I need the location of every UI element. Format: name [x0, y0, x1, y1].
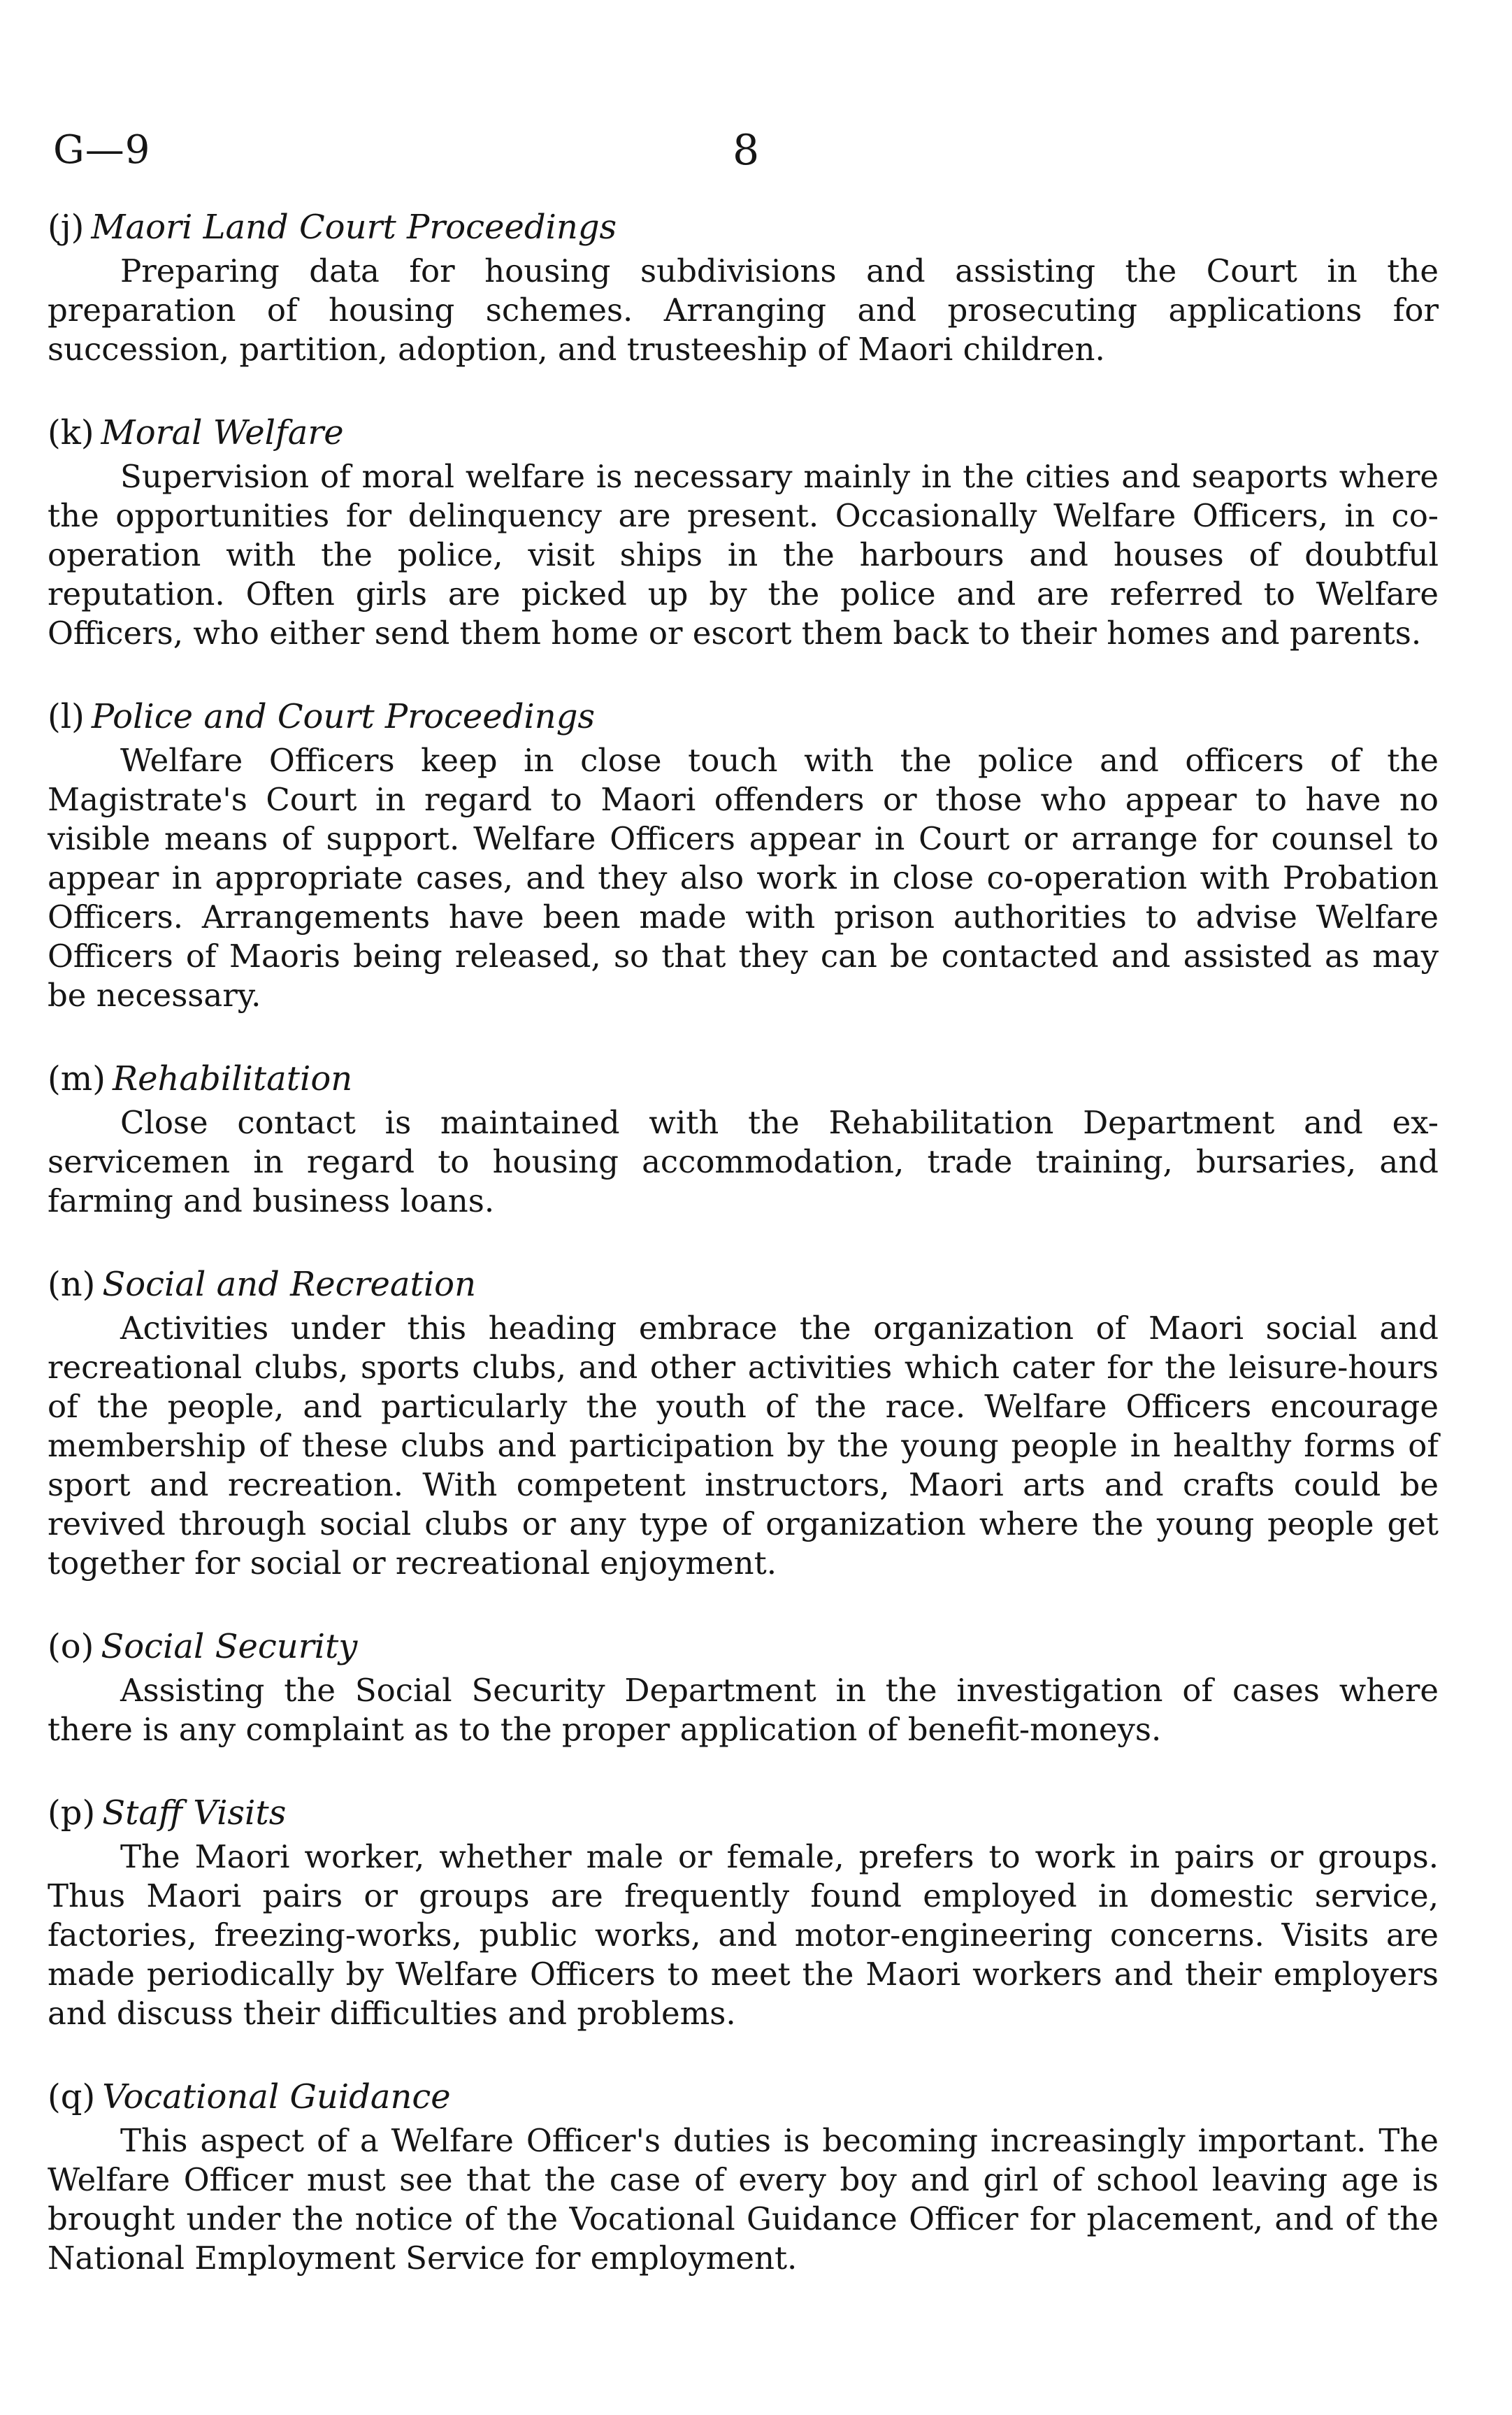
section-letter: (l)	[48, 697, 85, 736]
section-paragraph: This aspect of a Welfare Officer's duties is becoming increasingly important. The Welfare Officer must see that the case of every boy and girl of school leaving age is brought under the notice of the Vocational Guidance Officer for placement, and of the National Employment Service for employment.	[48, 2122, 1439, 2277]
section-heading	[48, 413, 1439, 453]
section-heading	[48, 2077, 1439, 2117]
document-code: G—9	[53, 127, 151, 173]
section-paragraph: Activities under this heading embrace the organization of Maori social and recreational clubs, sports clubs, and other activities which cater for the leisure-hours of the people, and particularly the youth of the race. Welfare Officers encourage membership of these clubs and participation by the young people in healthy forms of sport and recreation. With competent instructors, Maori arts and crafts could be revived through social clubs or any type of organization where the young people get together for social or recreational enjoyment.	[48, 1310, 1439, 1582]
section-title: Social Security	[101, 1627, 358, 1666]
section-title: Staff Visits	[102, 1793, 287, 1833]
section-maori-land-court	[48, 207, 1439, 369]
section-letter: (q)	[48, 2077, 96, 2116]
section-title: Rehabilitation	[112, 1059, 353, 1098]
section-paragraph: Preparing data for housing subdivisions and assisting the Court in the preparation of housing schemes. Arranging and prosecuting applications for succession, partition, adoption, and trusteeship of Maori children.	[48, 252, 1439, 368]
section-paragraph: Assisting the Social Security Department in the investigation of cases where there is any complaint as to the proper application of benefit-moneys.	[48, 1672, 1439, 1748]
section-letter: (p)	[48, 1793, 96, 1833]
section-letter: (k)	[48, 413, 94, 452]
section-police-court	[48, 696, 1439, 1015]
section-social-security	[48, 1626, 1439, 1749]
section-rehabilitation	[48, 1059, 1439, 1221]
section-letter: (m)	[48, 1059, 106, 1098]
page-number: 8	[733, 126, 760, 175]
document-page	[48, 126, 1439, 2321]
section-paragraph: Welfare Officers keep in close touch with the police and officers of the Magistrate's Court in regard to Maori offenders or those who appear to have no visible means of support. Welfare Officers appear in Court or arrange for counsel to appear in appropriate cases, and they also work in close co-operation with Probation Officers. Arrangements have been made with prison authorities to advise Welfare Officers of Maoris being released, so that they can be contacted and assisted as may be necessary.	[48, 742, 1439, 1014]
section-vocational-guidance	[48, 2077, 1439, 2278]
section-letter: (o)	[48, 1627, 94, 1666]
section-letter: (j)	[48, 208, 85, 247]
section-letter: (n)	[48, 1265, 96, 1304]
section-heading	[48, 1793, 1439, 1833]
section-heading	[48, 696, 1439, 737]
section-paragraph: The Maori worker, whether male or female, prefers to work in pairs or groups. Thus Maori pairs or groups are frequently found employed in domestic service, factories, freezing-works, public works, and motor-engineering concerns. Visits are made periodically by Welfare Officers to meet the Maori workers and their employers and discuss their difficulties and problems.	[48, 1838, 1439, 2032]
section-staff-visits	[48, 1793, 1439, 2033]
section-paragraph: Supervision of moral welfare is necessary mainly in the cities and seaports where the opportunities for delinquency are present. Occasionally Welfare Officers, in co-operation with the police, visit ships in the harbours and houses of doubtful reputation. Often girls are picked up by the police and are referred to Welfare Officers, who either send them home or escort them back to their homes and parents.	[48, 458, 1439, 652]
section-title: Police and Court Proceedings	[91, 697, 596, 736]
section-heading	[48, 207, 1439, 248]
section-paragraph: Close contact is maintained with the Rehabilitation Department and ex-servicemen in regard to housing accommodation, trade training, bursaries, and farming and business loans.	[48, 1104, 1439, 1219]
section-title: Moral Welfare	[101, 413, 344, 452]
page-header	[48, 126, 1439, 182]
section-moral-welfare	[48, 413, 1439, 653]
section-heading	[48, 1264, 1439, 1305]
section-title: Social and Recreation	[102, 1265, 476, 1304]
section-title: Vocational Guidance	[102, 2077, 451, 2116]
section-social-recreation	[48, 1264, 1439, 1583]
section-heading	[48, 1626, 1439, 1667]
section-heading	[48, 1059, 1439, 1099]
section-title: Maori Land Court Proceedings	[91, 208, 617, 247]
